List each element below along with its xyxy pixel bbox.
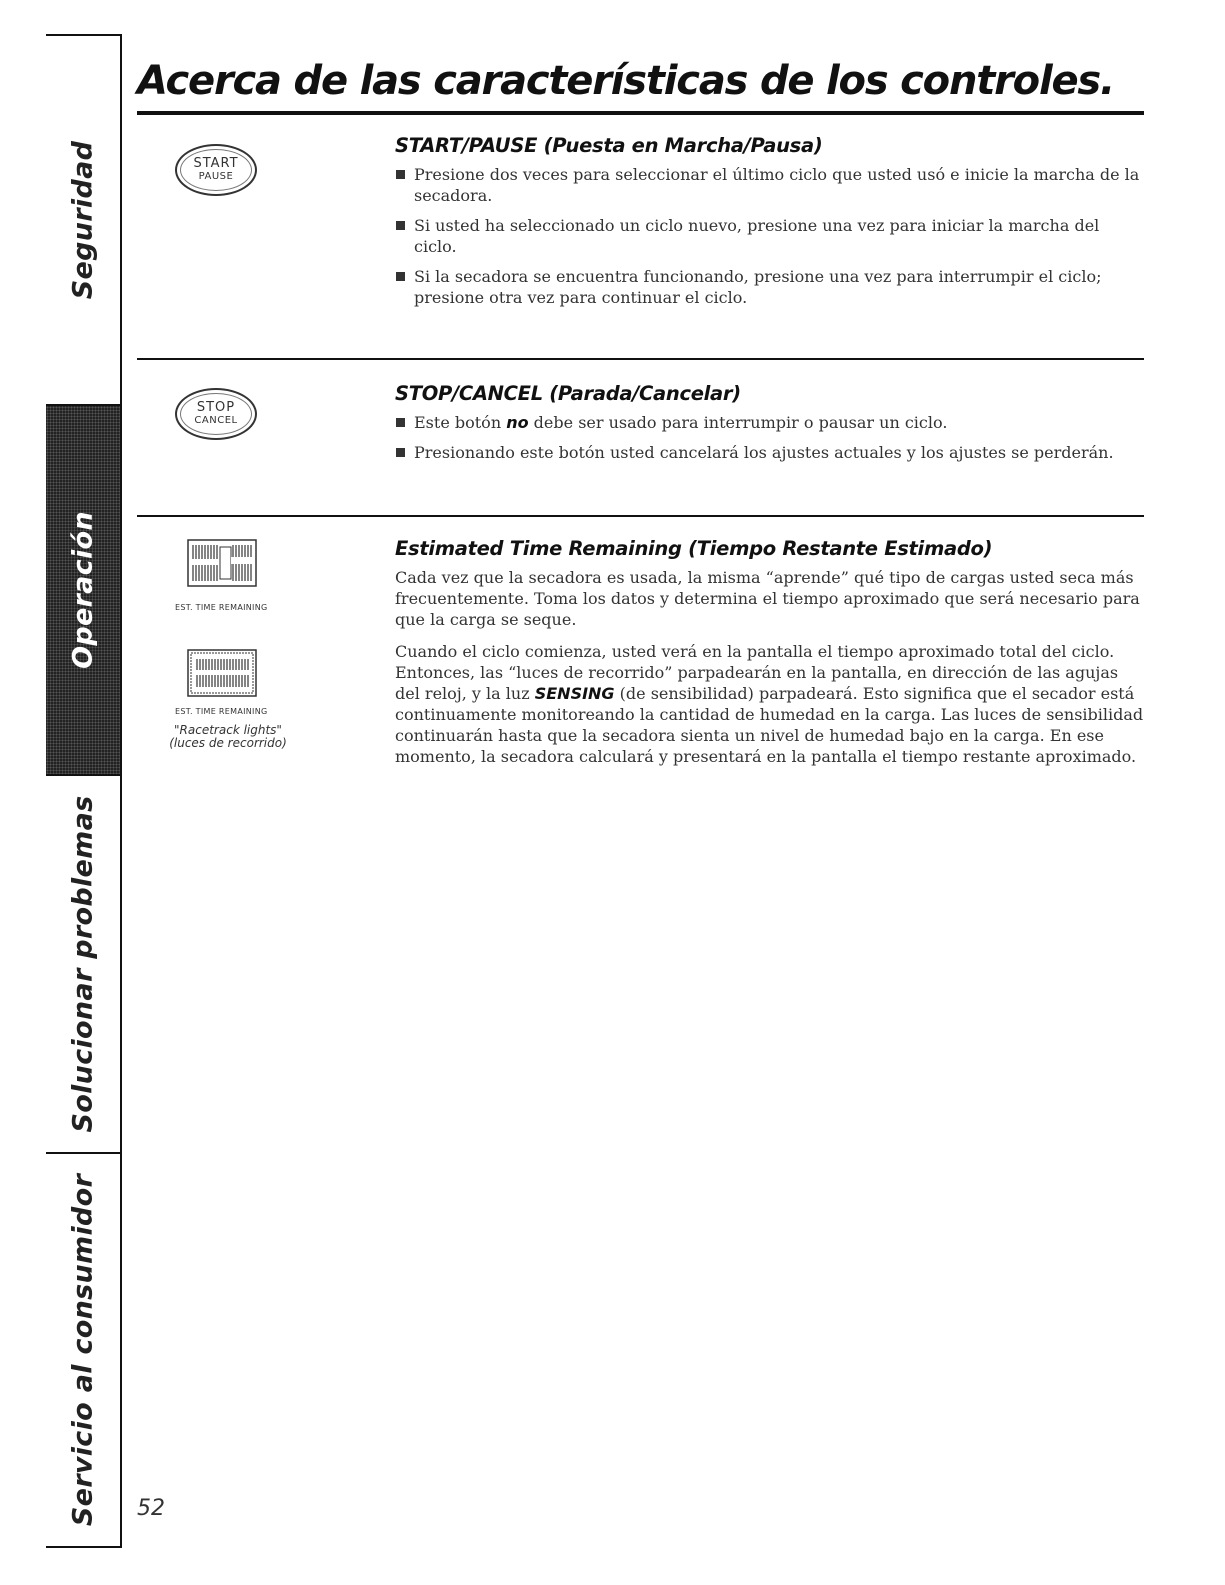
tab-label: Seguridad xyxy=(67,140,99,300)
bullet-item: Si la secadora se encuentra funcionando, presione una vez para interrumpir el ciclo; presione otra vez para continuar el ciclo. xyxy=(395,266,1145,308)
tab-rail-bottom-border xyxy=(46,1546,122,1548)
start-pause-button-icon xyxy=(175,144,257,196)
section-estimated-time xyxy=(137,517,1144,857)
page-number: 52 xyxy=(137,1496,165,1521)
time-display-icon xyxy=(187,539,257,587)
paragraph: Cada vez que la secadora es usada, la misma “aprende” qué tipo de cargas usted seca más frecuentemente. Toma los datos y determina el tiempo aproximado que será necesario para que la carga se seque. xyxy=(395,568,1140,629)
display-label: EST. TIME REMAINING xyxy=(175,707,268,716)
section-heading: START/PAUSE (Puesta en Marcha/Pausa) xyxy=(395,134,823,157)
tab-servicio-al-consumidor[interactable] xyxy=(46,1154,120,1546)
caption-line: "Racetrack lights" xyxy=(174,723,282,737)
tab-label: Operación xyxy=(67,511,99,669)
tab-label: Solucionar problemas xyxy=(67,795,99,1133)
tab-label: Servicio al consumidor xyxy=(67,1173,99,1527)
icon-text: PAUSE xyxy=(198,171,234,182)
tab-operacion[interactable] xyxy=(46,406,120,776)
bullet-item: Presione dos veces para seleccionar el último ciclo que usted usó e inicie la marcha de la secadora. xyxy=(395,164,1145,206)
paragraph-text: Cuando el ciclo comienza, usted verá en la pantalla el tiempo aproximado total del ciclo. Entonces, las “luces de recorrido” parpadearán en la pantalla, en dirección de las agujas del reloj, y la luz xyxy=(395,642,1119,703)
title-divider xyxy=(137,111,1144,115)
paragraph xyxy=(395,641,1145,767)
section-tabs xyxy=(46,34,122,1548)
icon-text: STOP xyxy=(196,400,236,415)
icon-text: CANCEL xyxy=(194,415,238,426)
paragraph-text: (de sensibilidad) parpadeará. Esto significa que el secador está continuamente monitoreando la cantidad de humedad en la carga. Las luces de sensibilidad continuarán hasta que la secadora sienta un nivel de humedad bajo en la carga. En ese momento, la secadora calculará y presentará en la pantalla el tiempo restante aproximado. xyxy=(395,684,1144,766)
section-heading: STOP/CANCEL (Parada/Cancelar) xyxy=(395,382,741,405)
racetrack-display-icon xyxy=(187,649,257,697)
caption-line: (luces de recorrido) xyxy=(169,736,287,750)
bullet-text: debe ser usado para interrumpir o pausar un ciclo. xyxy=(528,413,948,432)
bullet-item: Presionando este botón usted cancelará los ajustes actuales y los ajustes se perderán. xyxy=(395,442,1145,463)
section-stop-cancel xyxy=(137,360,1144,520)
stop-cancel-button-icon xyxy=(175,388,257,440)
display-label: EST. TIME REMAINING xyxy=(175,603,268,612)
bullet-text: Este botón xyxy=(414,413,507,432)
tab-solucionar-problemas[interactable] xyxy=(46,776,120,1154)
section-heading: Estimated Time Remaining (Tiempo Restante Estimado) xyxy=(395,537,993,560)
bullet-item xyxy=(395,412,1145,433)
bullet-item: Si usted ha seleccionado un ciclo nuevo, presione una vez para iniciar la marcha del ciclo. xyxy=(395,215,1145,257)
tab-seguridad[interactable] xyxy=(46,36,120,406)
icon-text: START xyxy=(193,156,239,171)
page-title: Acerca de las características de los controles. xyxy=(137,58,1114,104)
racetrack-caption xyxy=(153,724,303,750)
section-start-pause xyxy=(137,130,1144,360)
emphasis-text: SENSING xyxy=(534,684,615,703)
emphasis-text: no xyxy=(506,413,529,432)
